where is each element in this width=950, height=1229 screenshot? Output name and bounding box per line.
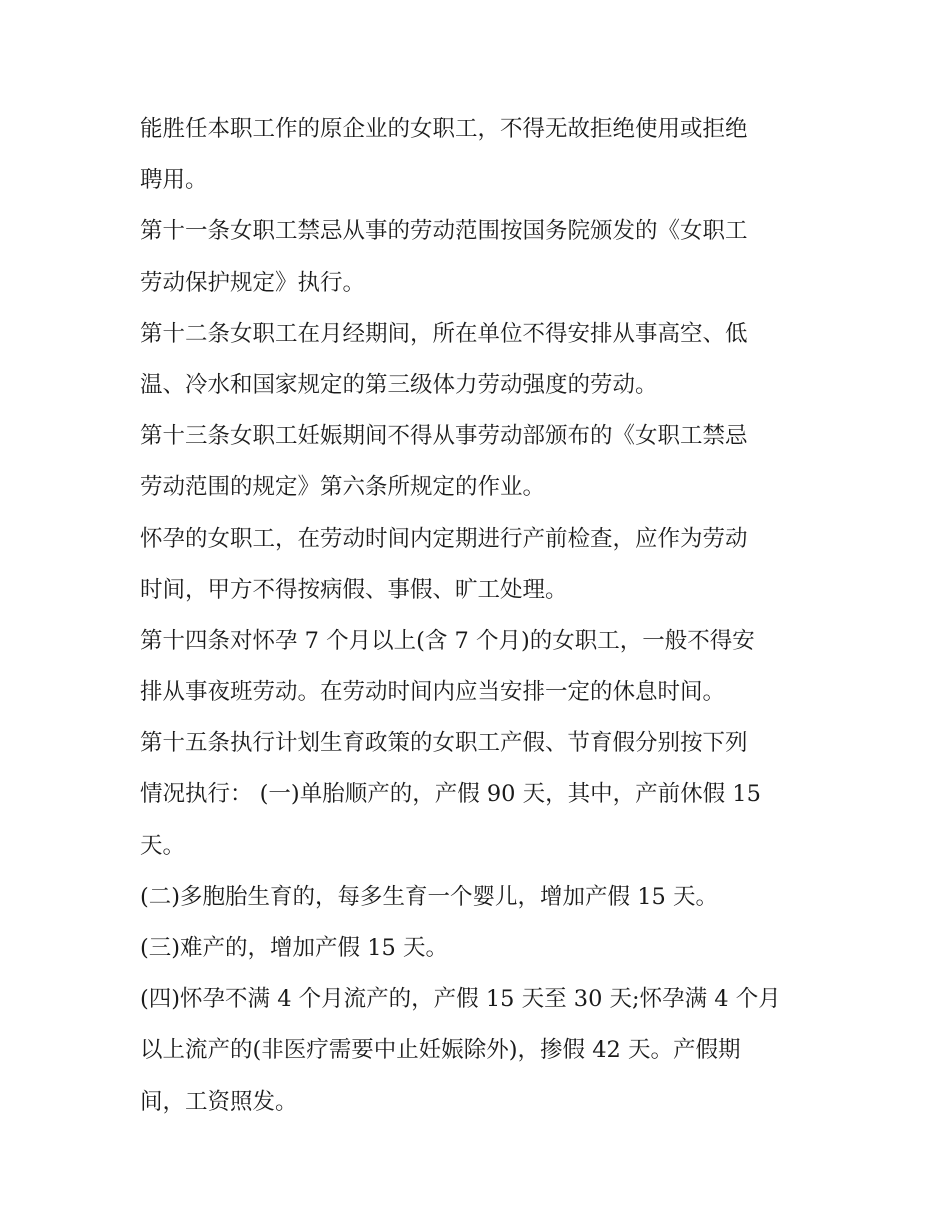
text-line: 第十四条对怀孕 7 个月以上(含 7 个月)的女职工，一般不得安 xyxy=(140,627,755,654)
text-line: 情况执行： (一)单胎顺产的，产假 90 天，其中，产前休假 15 xyxy=(140,781,761,808)
text-line: 劳动范围的规定》第六条所规定的作业。 xyxy=(140,474,546,501)
text-line: 时间，甲方不得按病假、事假、旷工处理。 xyxy=(140,576,568,603)
text-line: 第十三条女职工妊娠期间不得从事劳动部颁布的《女职工禁忌 xyxy=(140,423,748,450)
text-line: (三)难产的，增加产假 15 天。 xyxy=(140,935,448,961)
text-line: 聘用。 xyxy=(140,167,208,194)
text-line: 劳动保护规定》执行。 xyxy=(140,269,366,296)
text-line: 第十五条执行计划生育政策的女职工产假、节育假分别按下列 xyxy=(140,730,748,757)
text-line: 第十一条女职工禁忌从事的劳动范围按国务院颁发的《女职工 xyxy=(140,218,748,245)
text-line: 怀孕的女职工，在劳动时间内定期进行产前检查，应作为劳动 xyxy=(140,525,748,552)
document-body xyxy=(140,104,820,1128)
text-line: 以上流产的(非医疗需要中止妊娠除外)，掺假 42 天。产假期 xyxy=(140,1037,741,1064)
text-line: 间，工资照发。 xyxy=(140,1088,298,1115)
text-line: 温、冷水和国家规定的第三级体力劳动强度的劳动。 xyxy=(140,371,658,398)
text-line: 天。 xyxy=(140,832,186,859)
text-line: 第十二条女职工在月经期间，所在单位不得安排从事高空、低 xyxy=(140,320,748,347)
text-line: 排从事夜班劳动。在劳动时间内应当安排一定的休息时间。 xyxy=(140,679,726,706)
text-line: 能胜任本职工作的原企业的女职工，不得无故拒绝使用或拒绝 xyxy=(140,116,748,142)
text-line: (四)怀孕不满 4 个月流产的，产假 15 天至 30 天;怀孕满 4 个月 xyxy=(140,986,781,1013)
text-line: (二)多胞胎生育的，每多生育一个婴儿，增加产假 15 天。 xyxy=(140,883,718,910)
